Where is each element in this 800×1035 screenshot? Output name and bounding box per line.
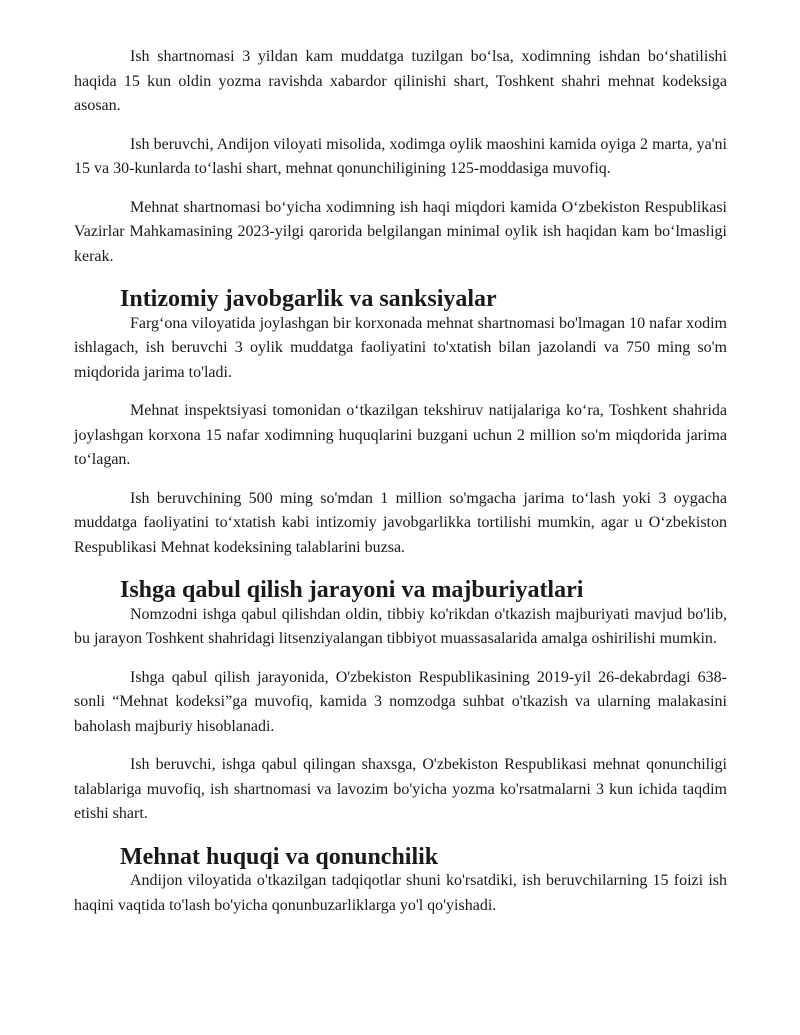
hiring-paragraph-3: Ish beruvchi, ishga qabul qilingan shaxsga, O'zbekiston Respublikasi mehnat qonunchiligi talablariga muvofiq, ish shartnomasi va lavozim bo'yicha yozma ko'rsatmalarni 3 kun ichida taqdim etishi shart. bbox=[74, 756, 727, 822]
discipline-paragraph-2: Mehnat inspektsiyasi tomonidan o‘tkazilgan tekshiruv natijalariga ko‘ra, Toshkent shahrida joylashgan korxona 15 nafar xodimning huquqlarini buzgani uchun 2 million so'm miqdorida jarima to‘lagan. bbox=[74, 402, 727, 468]
discipline-paragraph-1: Farg‘ona viloyatida joylashgan bir korxonada mehnat shartnomasi bo'lmagan 10 nafar xodim ishlagach, ish beruvchi 3 oylik muddatga faoliyatini to'xtatish bilan jazolandi va 750 ming so'm miqdorida jarima to'ladi. bbox=[74, 314, 727, 381]
law-paragraph-1: Andijon viloyatida o'tkazilgan tadqiqotlar shuni ko'rsatdiki, ish beruvchilarning 15 foizi ish haqini vaqtida to'lash bo'yicha qonunbuzarliklarga yo'l qo'yishadi. bbox=[74, 872, 727, 914]
document-page bbox=[74, 45, 727, 932]
section-heading-discipline: Intizomiy javobgarlik va sanksiyalar bbox=[120, 286, 497, 312]
hiring-paragraph-1: Nomzodni ishga qabul qilishdan oldin, tibbiy ko'rikdan o'tkazish majburiyati mavjud bo'lib, bu jarayon Toshkent shahridagi litsenziyalangan tibbiyot muassasalarida amalga oshirilishi mumkin. bbox=[74, 605, 727, 647]
hiring-paragraph-2: Ishga qabul qilish jarayonida, O'zbekiston Respublikasining 2019-yil 26-dekabrdagi 638-sonli “Mehnat kodeksi”ga muvofiq, kamida 3 nomzodga suhbat o'tkazish va ularning malakasini baholash majburiy hisoblanadi. bbox=[74, 668, 727, 735]
section-heading-law: Mehnat huquqi va qonunchilik bbox=[120, 843, 439, 870]
intro-paragraph-1: Ish shartnomasi 3 yildan kam muddatga tuzilgan bo‘lsa, xodimning ishdan bo‘shatilishi haqida 15 kun oldin yozma ravishda xabardor qilinishi shart, Toshkent shahri mehnat kodeksiga asosan. bbox=[74, 48, 727, 114]
intro-paragraph-2: Ish beruvchi, Andijon viloyati misolida, xodimga oylik maoshini kamida oyiga 2 marta, ya'ni 15 va 30-kunlarda to‘lashi shart, mehnat qonunchiligining 125-moddasiga muvofiq. bbox=[74, 135, 727, 177]
intro-paragraph-3: Mehnat shartnomasi bo‘yicha xodimning ish haqi miqdori kamida O‘zbekiston Respublikasi Vazirlar Mahkamasining 2023-yilgi qarorida belgilangan minimal oylik ish haqidan kam bo‘lmasligi kerak. bbox=[74, 198, 727, 265]
discipline-paragraph-3: Ish beruvchining 500 ming so'mdan 1 million so'mgacha jarima to‘lash yoki 3 oygacha muddatga faoliyatini to‘xtatish kabi intizomiy javobgarlikka tortilishi mumkin, agar u O‘zbekiston Respublikasi Mehnat kodeksining talablarini buzsa. bbox=[74, 489, 727, 556]
section-heading-hiring: Ishga qabul qilish jarayoni va majburiyatlari bbox=[120, 577, 584, 603]
